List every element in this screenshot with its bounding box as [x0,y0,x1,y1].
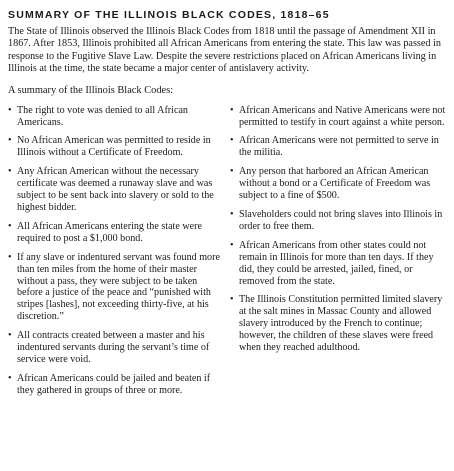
list-item [8,105,222,129]
list-item-text: If any slave or indentured servant was found more than ten miles from the home of their master without a pass, they were subject to be taken before a justice of the peace and “punished with stripes [lashes], not exceeding thirty-five, at his discretion.” [17,251,220,323]
list-item-text: All contracts created between a master and his indentured servants during the servant’s time of service were void. [17,330,210,365]
list-item [8,373,222,397]
list-item [230,294,448,354]
document-page [8,8,448,404]
bullet-icon: • [230,166,234,178]
list-item-text: African Americans could be jailed and beaten if they gathered in groups of three or more. [17,372,211,396]
list-item [8,330,222,366]
list-item [8,221,222,245]
list-item [8,135,222,159]
list-item-text: The right to vote was denied to all African Americans. [17,104,188,128]
bullet-icon: • [8,135,12,147]
list-item [230,135,448,159]
list-item-text: Any person that harbored an African American without a bond or a Certificate of Freedom was subject to a fine of $500. [239,166,431,202]
bullet-icon: • [230,239,234,251]
list-item-text: African Americans were not permitted to serve in the militia. [239,135,439,159]
list-item [8,166,222,214]
bullet-icon: • [230,294,234,306]
list-item [8,252,222,323]
list-item [230,240,448,288]
summary-label: A summary of the Illinois Black Codes: [8,84,174,96]
list-item-text: The Illinois Constitution permitted limited slavery at the salt mines in Massac County and allowed slavery introduced by the French to continue; however, the children of these slaves were freed when they reached adulthood. [239,294,443,354]
bullet-icon: • [8,330,12,342]
bullet-icon: • [230,208,234,220]
bullet-icon: • [8,372,12,384]
list-item [230,105,448,129]
list-item-text: All African Americans entering the state were required to post a $1,000 bond. [17,220,202,244]
left-bullet-list [8,105,222,397]
document-title: SUMMARY OF THE ILLINOIS BLACK CODES, 1818–65 [8,9,330,21]
list-item [230,209,448,233]
bullet-icon: • [8,166,12,178]
right-column [230,105,448,404]
intro-paragraph: The State of Illinois observed the Illinois Black Codes from 1818 until the passage of Amendment XII in 1867. After 1853, Illinois prohibited all African Americans from entering the state. This law was passed in response to the Fugitive Slave Law. Despite the severe restrictions placed on African Americans living in Illinois at the time, the state became a major center of antislavery activity. [8,26,441,75]
list-item [230,166,448,202]
list-item-text: No African American was permitted to reside in Illinois without a Certificate of Freedom. [17,135,211,159]
bullet-icon: • [8,251,12,263]
bullet-icon: • [8,220,12,232]
bullet-icon: • [230,104,234,116]
bullet-icon: • [230,135,234,147]
list-item-text: African Americans from other states could not remain in Illinois for more than ten days. If they did, they could be arrested, jailed, fined, or removed from the state. [239,239,434,287]
bullet-icon: • [8,104,12,116]
list-item-text: Any African American without the necessary certificate was deemed a runaway slave and was subject to be sent back into slavery or sold to the highest bidder. [17,166,214,213]
list-item-text: Slaveholders could not bring slaves into Illinois in order to free them. [239,208,443,232]
right-bullet-list [230,105,448,354]
left-column [8,105,222,404]
list-item-text: African Americans and Native Americans were not permitted to testify in court against a white person. [239,104,446,128]
bullet-columns [8,105,448,404]
